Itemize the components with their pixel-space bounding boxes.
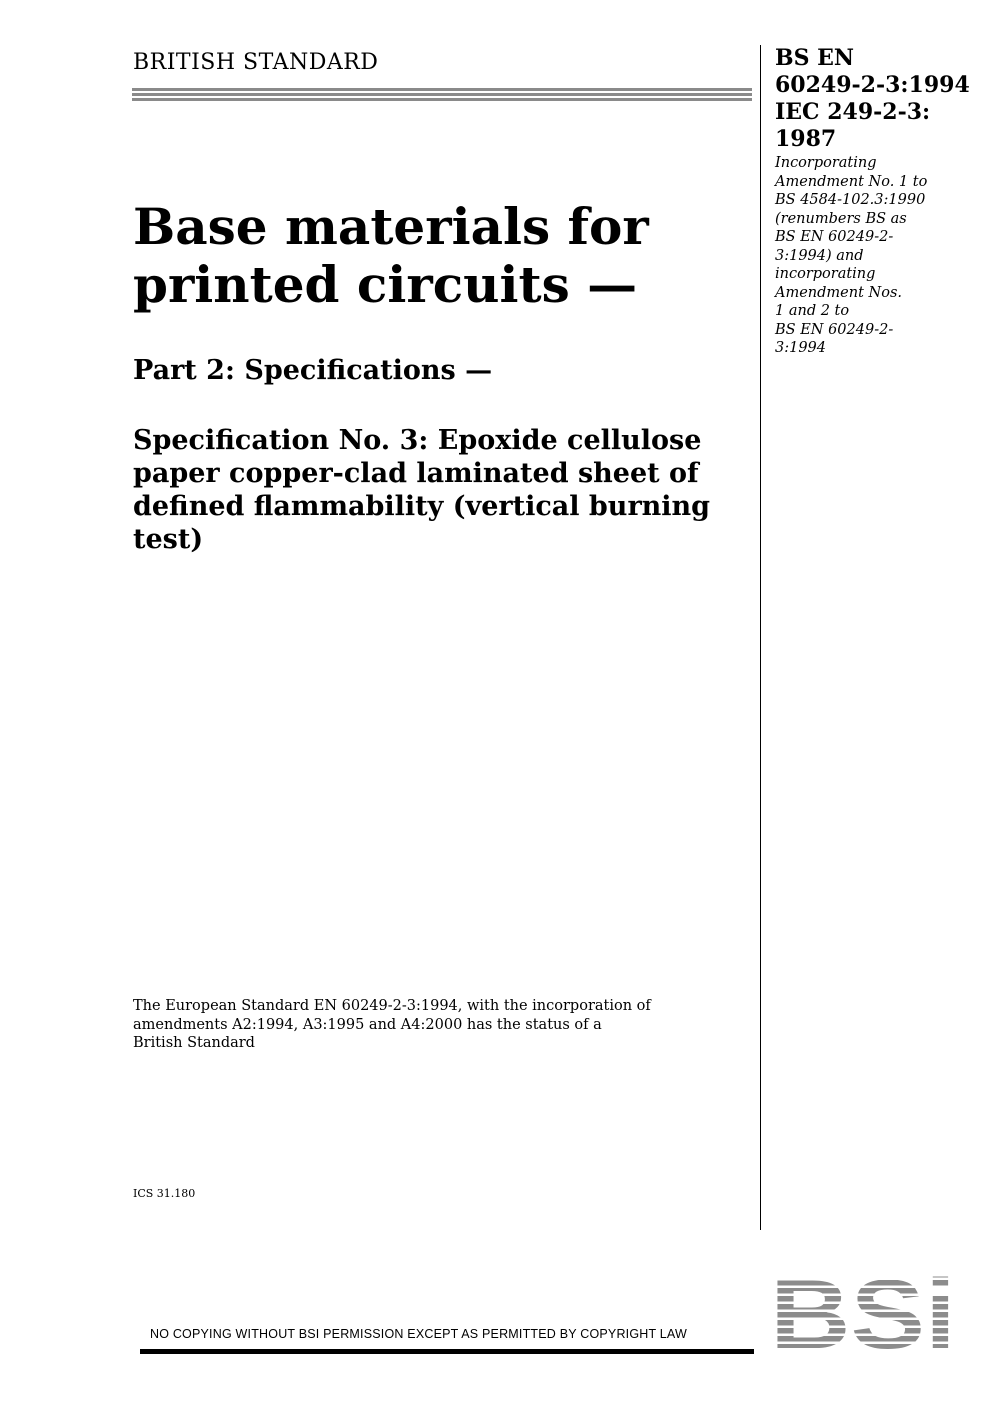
amendment-note-line: (renumbers BS as — [775, 210, 907, 227]
main-title-line: printed circuits — — [133, 255, 638, 314]
bsi-logo — [770, 1272, 960, 1354]
standard-number — [775, 45, 975, 153]
status-note-line: British Standard — [133, 1035, 255, 1051]
standard-number-line: 60249-2-3:1994 — [775, 72, 970, 98]
copyright-notice: NO COPYING WITHOUT BSI PERMISSION EXCEPT AS PERMITTED BY COPYRIGHT LAW — [150, 1327, 688, 1341]
sidebar-divider — [760, 45, 761, 1230]
specification-title-line: defined flammability (vertical burning — [133, 491, 711, 522]
amendment-note-line: Amendment No. 1 to — [775, 173, 928, 190]
amendment-note-line: BS EN 60249-2- — [775, 321, 894, 338]
footer-rule — [140, 1349, 754, 1354]
amendment-note-line: Amendment Nos. — [775, 284, 902, 301]
standard-number-line: IEC 249-2-3: — [775, 99, 931, 125]
specification-title-line: test) — [133, 524, 204, 555]
amendment-note — [775, 154, 960, 358]
standard-number-line: BS EN — [775, 45, 855, 71]
specification-title-line: Specification No. 3: Epoxide cellulose — [133, 425, 702, 456]
ics-code: ICS 31.180 — [133, 1187, 196, 1200]
amendment-note-line: 3:1994) and — [775, 247, 864, 264]
amendment-note-line: Incorporating — [775, 155, 877, 171]
bsi-logo-text: BSi — [770, 1272, 956, 1354]
specification-title — [133, 424, 753, 556]
header-rule — [132, 88, 752, 102]
specification-title-line: paper copper-clad laminated sheet of — [133, 458, 699, 489]
standard-number-line: 1987 — [775, 126, 837, 152]
amendment-note-line: 1 and 2 to — [775, 303, 850, 319]
document-brand: BRITISH STANDARD — [133, 50, 379, 75]
amendment-note-line: 3:1994 — [775, 340, 827, 356]
status-note-line: amendments A2:1994, A3:1995 and A4:2000 has the status of a — [133, 1016, 602, 1033]
main-title-line: Base materials for — [133, 197, 649, 256]
status-note-line: The European Standard EN 60249-2-3:1994, with the incorporation of — [133, 998, 651, 1014]
status-note — [133, 997, 693, 1053]
amendment-note-line: incorporating — [775, 266, 876, 282]
amendment-note-line: BS 4584-102.3:1990 — [775, 192, 926, 208]
amendment-note-line: BS EN 60249-2- — [775, 229, 894, 245]
part-title: Part 2: Specifications — — [133, 355, 493, 386]
main-title — [133, 198, 753, 314]
